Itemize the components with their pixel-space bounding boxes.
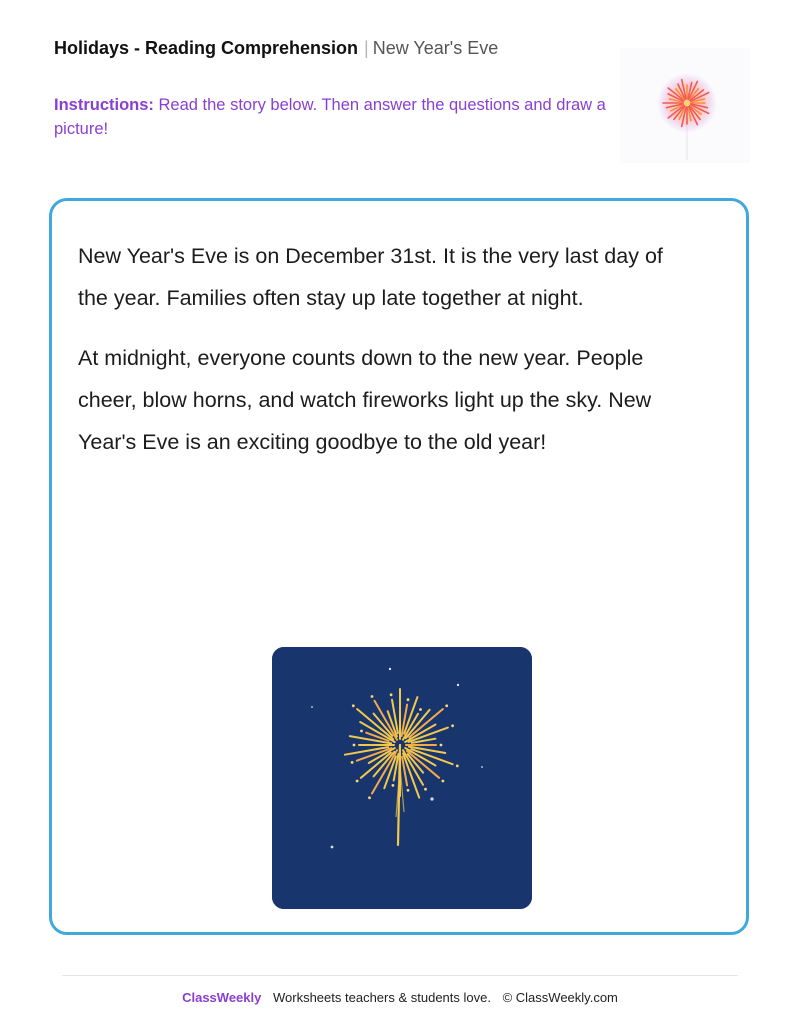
- instructions-text: Read the story below. Then answer the questions and draw a picture!: [54, 96, 606, 138]
- page-footer: [0, 989, 800, 1007]
- worksheet-subtitle: New Year's Eve: [372, 38, 499, 58]
- firework-picture: [272, 647, 532, 909]
- footer-divider: [62, 975, 738, 976]
- story-box: [49, 198, 749, 935]
- footer-brand: ClassWeekly: [182, 990, 262, 1005]
- story-paragraph-2: At midnight, everyone counts down to the new year. People cheer, blow horns, and watch fireworks light up the sky. New Year's Eve is an exciting goodbye to the old year!: [78, 346, 652, 454]
- instructions: [54, 93, 614, 141]
- footer-tagline: Worksheets teachers & students love.: [272, 990, 491, 1005]
- worksheet-title: Holidays - Reading Comprehension: [54, 38, 359, 58]
- firework-icon: [620, 48, 750, 163]
- page-header: [54, 36, 498, 60]
- story-text: [78, 235, 698, 481]
- story-paragraph-1: New Year's Eve is on December 31st. It is the very last day of the year. Families often stay up late together at night.: [78, 244, 663, 310]
- title-separator: |: [364, 38, 369, 58]
- footer-copyright: © ClassWeekly.com: [502, 990, 618, 1005]
- instructions-label: Instructions:: [54, 96, 154, 114]
